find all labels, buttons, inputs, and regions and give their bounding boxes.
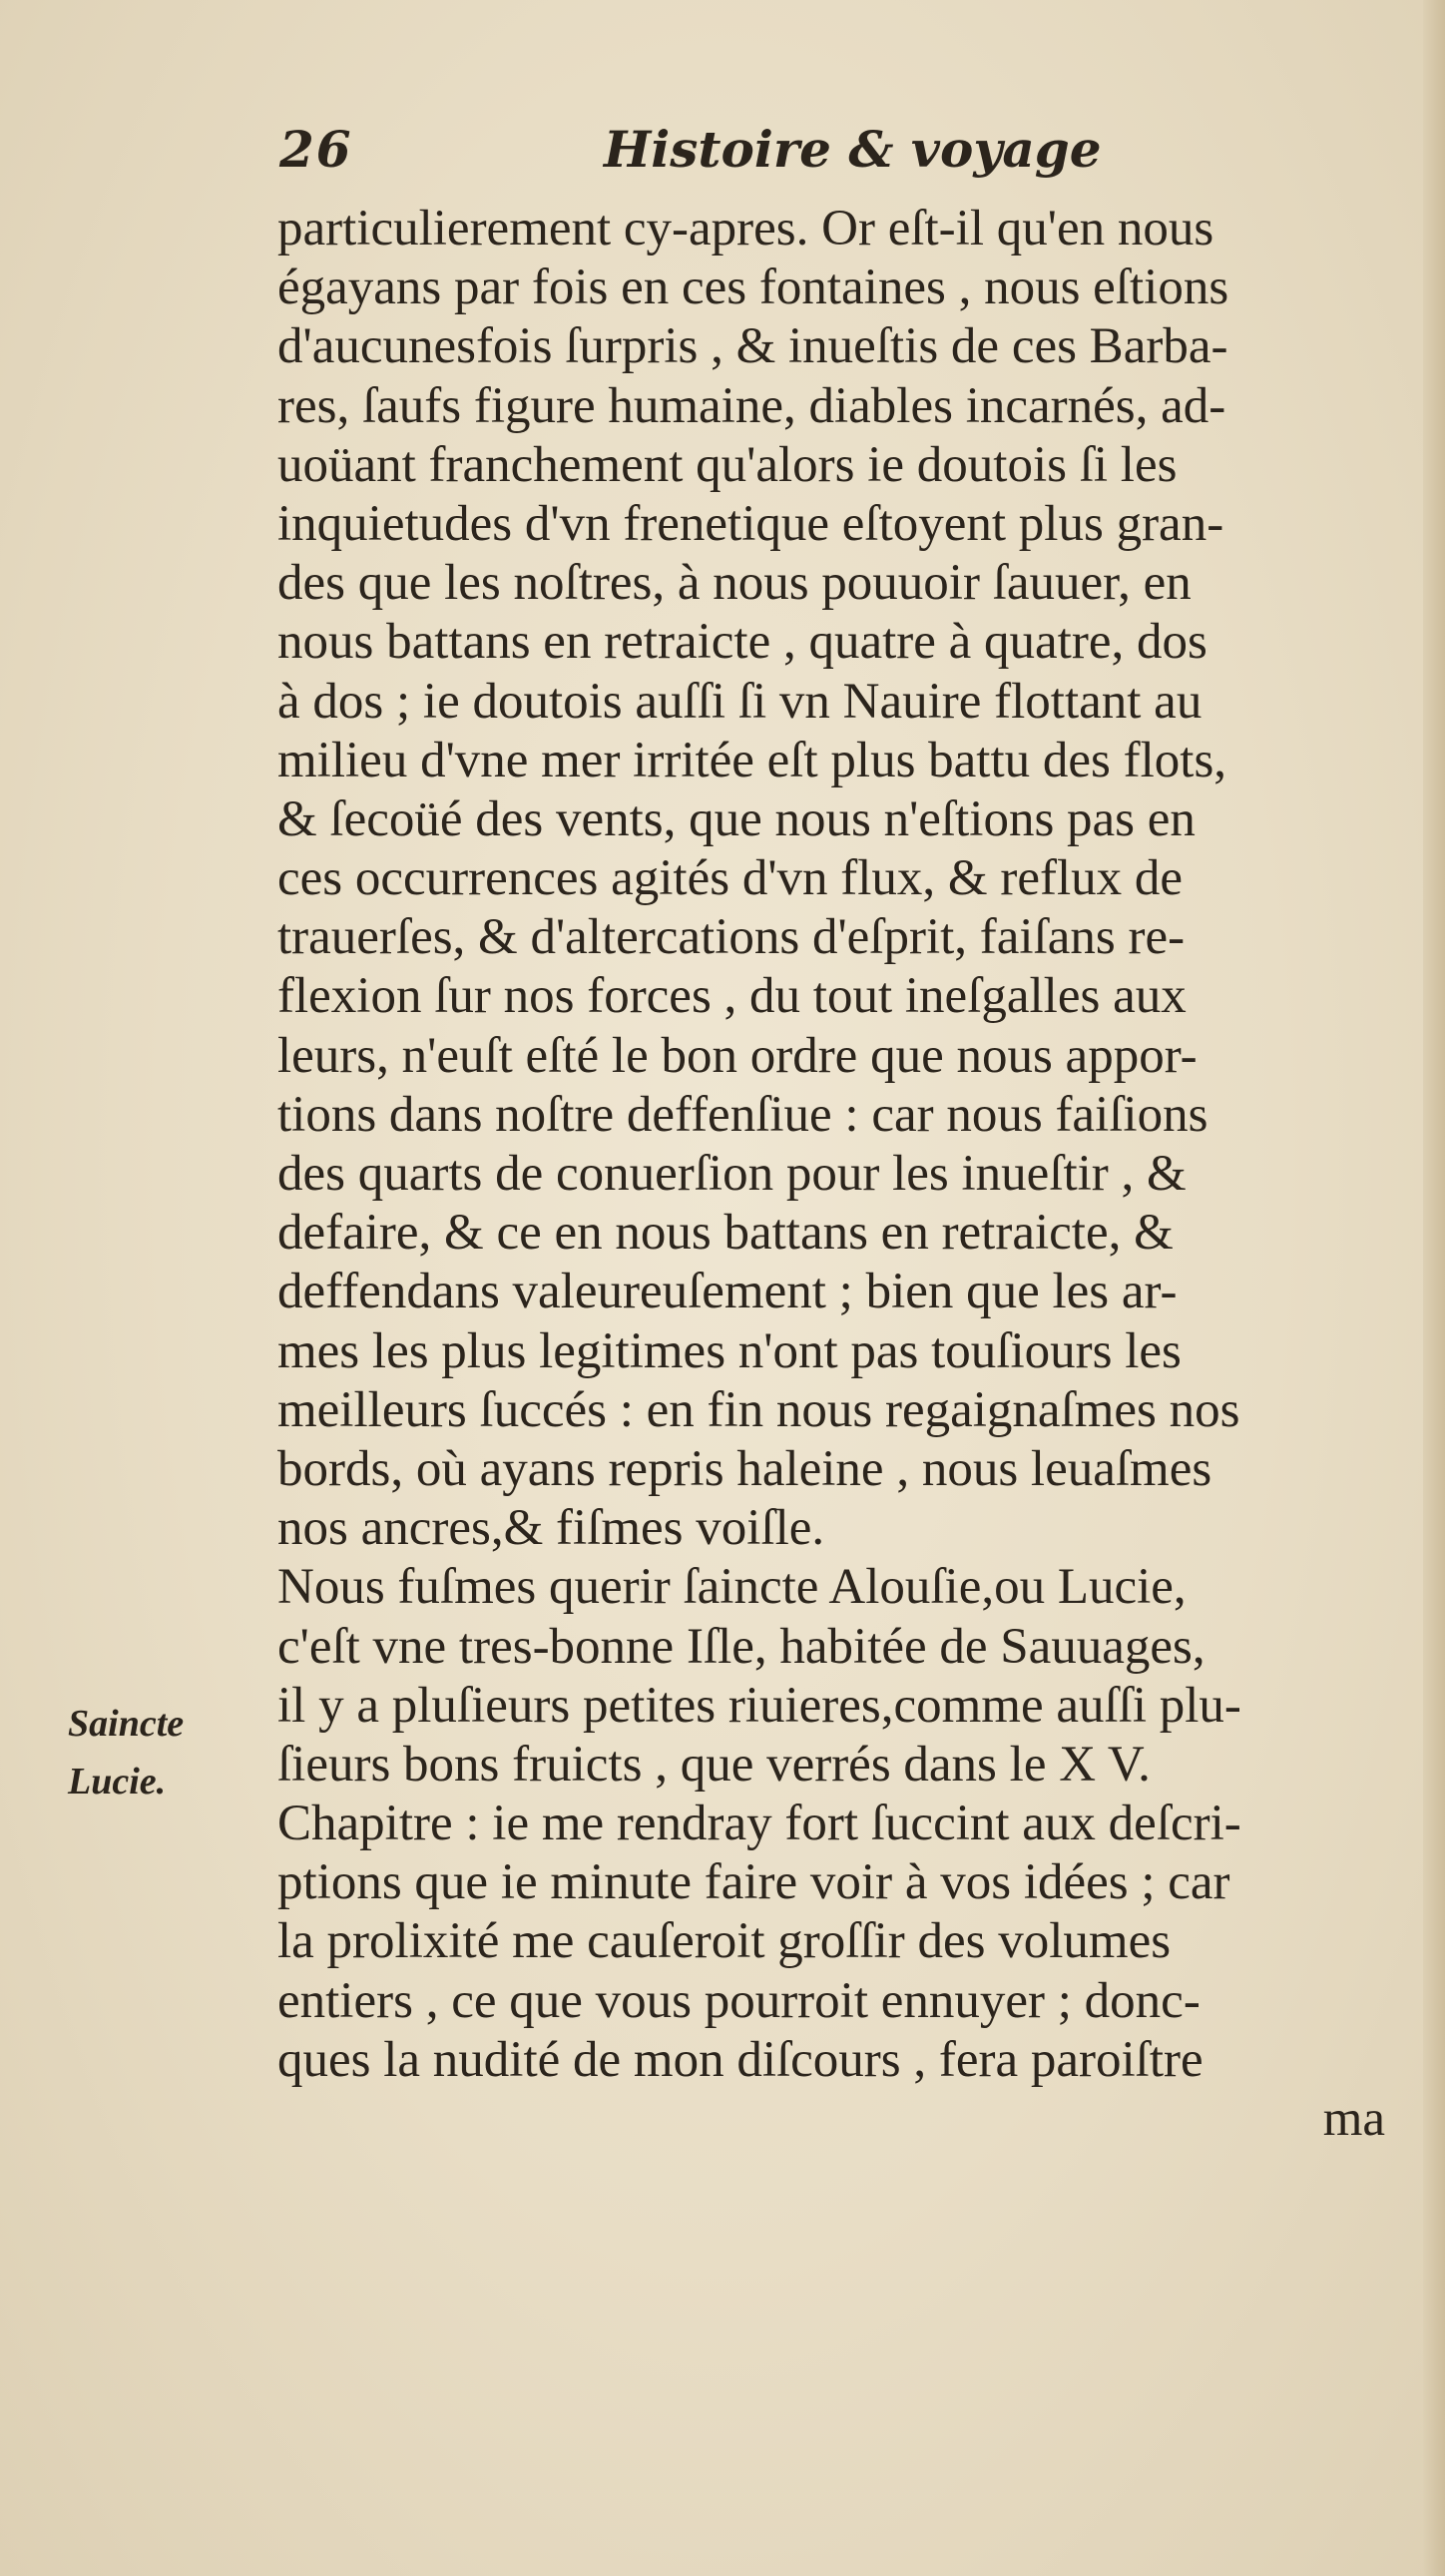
text-line: tions dans noſtre deffenſiue : car nous faiſions	[277, 1086, 1208, 1143]
text-line: ques la nudité de mon diſcours , fera paroiſtre	[277, 2031, 1204, 2088]
text-line: deffendans valeureuſement ; bien que les ar-	[277, 1264, 1178, 1320]
text-line: c'eſt vne tres-bonne Iſle, habitée de Sauuages,	[277, 1618, 1205, 1675]
text-line: nous battans en retraicte , quatre à quatre, dos	[277, 614, 1207, 671]
catchword: ma	[1322, 2091, 1385, 2147]
text-line: Nous fuſmes querir ſaincte Alouſie,ou Lucie,	[277, 1559, 1187, 1616]
body-text	[277, 200, 1395, 2149]
text-line: meilleurs ſuccés : en fin nous regaignaſmes nos	[277, 1381, 1240, 1438]
text-line: ſieurs bons fruicts , que verrés dans le X V.	[277, 1736, 1151, 1793]
page-number: 26	[279, 120, 353, 179]
running-title: Histoire & voyage	[604, 120, 1102, 179]
text-line: Chapitre : ie me rendray fort ſuccint aux deſcri-	[277, 1796, 1241, 1852]
text-line: il y a pluſieurs petites riuieres,comme auſſi plu-	[277, 1677, 1241, 1734]
margin-note-line: Lucie.	[68, 1761, 167, 1803]
text-line: nos ancres,& fiſmes voiſle.	[277, 1500, 825, 1557]
text-line: la prolixité me cauſeroit groſſir des volumes	[277, 1913, 1172, 1970]
text-line: & ſecoüé des vents, que nous n'eſtions pas en	[277, 790, 1196, 847]
text-line: ces occurrences agités d'vn flux, & reflux de	[277, 850, 1183, 907]
text-line: inquietudes d'vn frenetique eſtoyent plus gran-	[277, 495, 1224, 552]
running-head	[279, 120, 1397, 200]
text-line: d'aucunesfois ſurpris , & inueſtis de ces Barba-	[277, 318, 1228, 375]
text-line: milieu d'vne mer irritée eſt plus battu des flots,	[277, 732, 1227, 788]
text-line: des quarts de conuerſion pour les inueſtir , &	[277, 1146, 1187, 1202]
text-line: trauerſes, & d'altercations d'eſprit, faiſans re-	[277, 909, 1186, 966]
text-line: bords, où ayans repris haleine , nous leuaſmes	[277, 1440, 1212, 1497]
text-line: égayans par fois en ces fontaines , nous eſtions	[277, 259, 1229, 316]
text-line: uoüant franchement qu'alors ie doutois ſi les	[277, 436, 1178, 493]
text-line: flexion ſur nos forces , du tout ineſgalles aux	[277, 968, 1187, 1025]
text-line: mes les plus legitimes n'ont pas touſiours les	[277, 1322, 1182, 1379]
text-line: defaire, & ce en nous battans en retraicte, &	[277, 1205, 1174, 1262]
text-line: leurs, n'euſt eſté le bon ordre que nous appor-	[277, 1027, 1198, 1084]
text-line: entiers , ce que vous pourroit ennuyer ; donc-	[277, 1972, 1201, 2029]
text-line: ptions que ie minute faire voir à vos idées ; car	[277, 1854, 1230, 1911]
margin-note	[68, 1695, 247, 1810]
page-edge	[1423, 0, 1445, 2576]
margin-note-line: Saincte	[68, 1703, 185, 1745]
text-line: particulierement cy-apres. Or eſt-il qu'en nous	[277, 201, 1214, 257]
text-line: res, ſaufs figure humaine, diables incarnés, ad-	[277, 377, 1226, 434]
text-line: des que les noſtres, à nous pouuoir ſauuer, en	[277, 555, 1192, 612]
text-line: à dos ; ie doutois auſſi ſi vn Nauire flottant au	[277, 673, 1203, 730]
